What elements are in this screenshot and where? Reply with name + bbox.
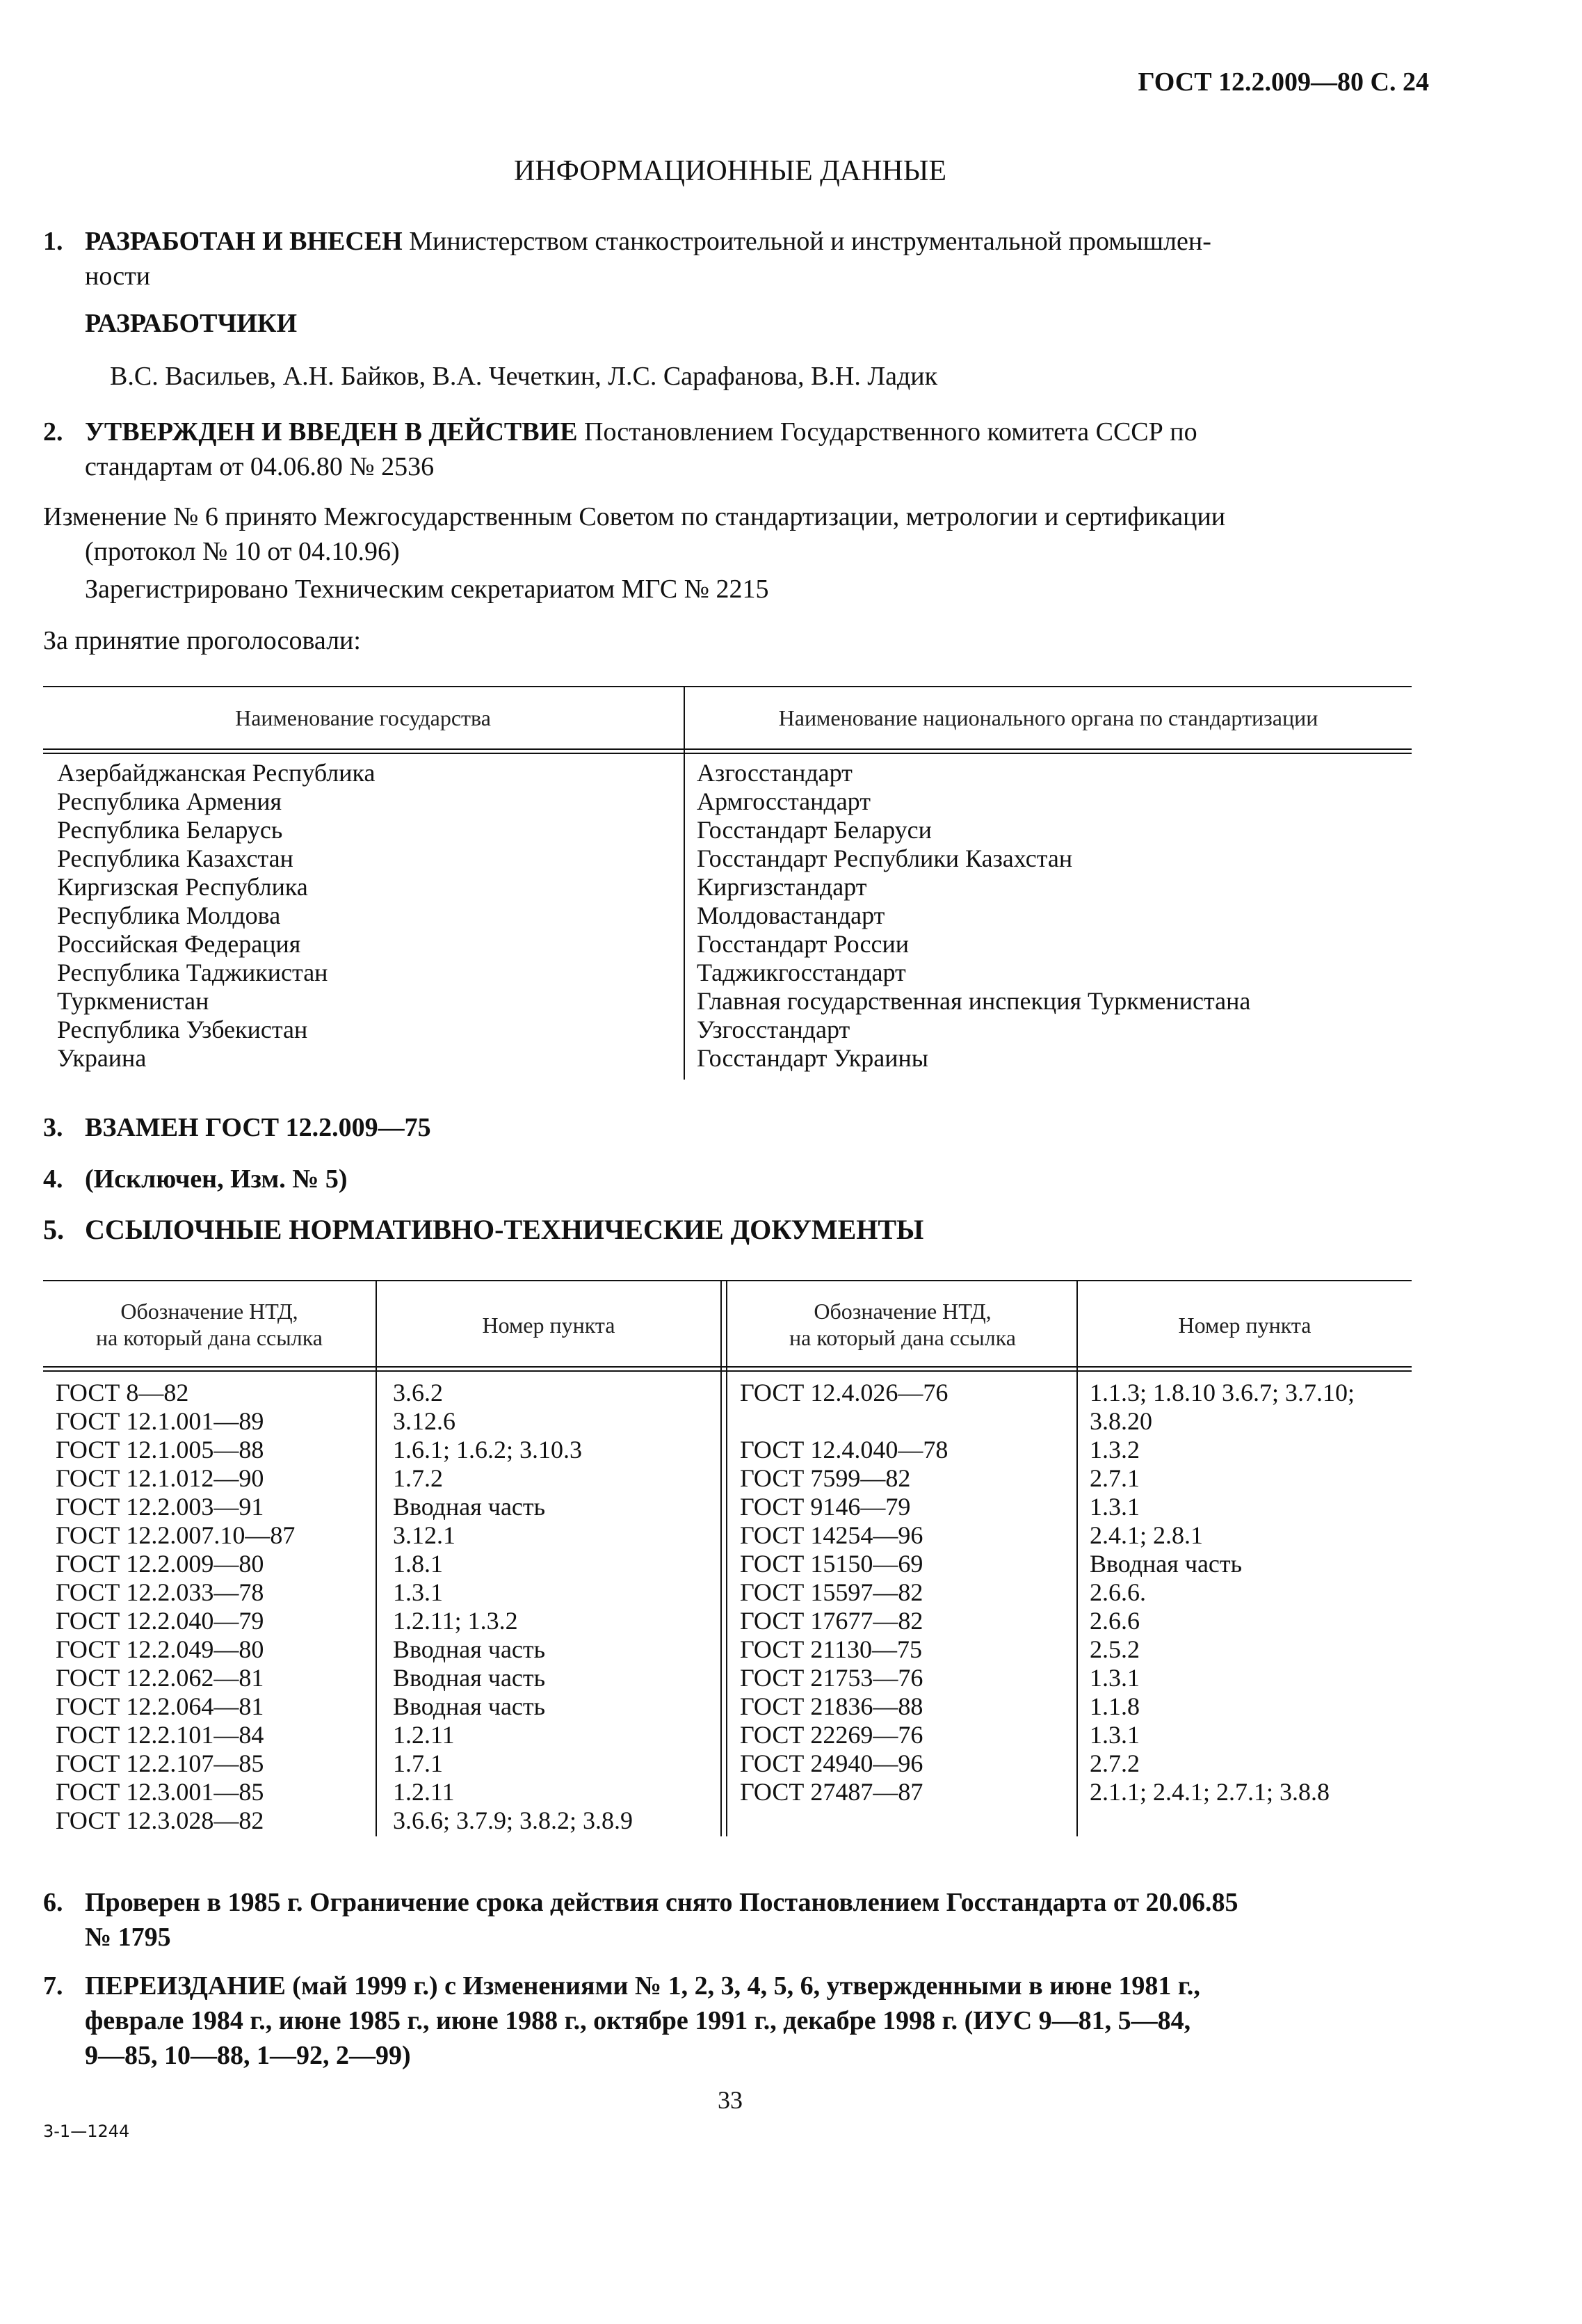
voted-label: За принятие проголосовали:	[43, 626, 361, 655]
ref-item-numbers: 2.6.6.	[1090, 1578, 1146, 1606]
item-7	[43, 1969, 1434, 2073]
state-name: Туркменистан	[57, 987, 209, 1015]
ref-doc: ГОСТ 8—82	[56, 1379, 189, 1407]
ref-doc: ГОСТ 9146—79	[740, 1493, 911, 1521]
ref-item-numbers: 1.3.1	[1090, 1493, 1140, 1521]
states-table-top-rule	[43, 686, 1412, 687]
states-table-header-rule-2	[43, 753, 1412, 754]
standard-reference: ГОСТ 12.2.009—80 С. 24	[1138, 67, 1429, 97]
refs-divider-3	[1076, 1280, 1078, 1836]
item-4	[43, 1162, 348, 1196]
refs-header-doc-left-l2: на который дана ссылка	[96, 1325, 323, 1350]
amendment-block	[43, 499, 1427, 607]
ref-doc: ГОСТ 21836—88	[740, 1692, 923, 1720]
ref-doc: ГОСТ 15150—69	[740, 1550, 923, 1578]
refs-left-docs-column	[56, 1379, 295, 1835]
ref-item-numbers: 1.8.1	[393, 1550, 443, 1578]
ref-doc: ГОСТ 12.2.040—79	[56, 1607, 264, 1635]
ref-item-numbers: 3.6.6; 3.7.9; 3.8.2; 3.8.9	[393, 1806, 633, 1834]
refs-table-header-rule-2	[43, 1370, 1412, 1372]
ref-item-numbers: 1.3.2	[1090, 1436, 1140, 1464]
item-3	[43, 1110, 431, 1145]
refs-divider-2a	[720, 1280, 722, 1836]
item-6-number: 6.	[43, 1888, 63, 1917]
ref-doc: ГОСТ 12.2.107—85	[56, 1749, 264, 1777]
standards-body-name: Армгосстандарт	[697, 787, 871, 815]
ref-doc: ГОСТ 12.2.101—84	[56, 1721, 264, 1749]
page-title: ИНФОРМАЦИОННЫЕ ДАННЫЕ	[513, 155, 947, 187]
refs-header-doc-right-l2: на который дана ссылка	[789, 1325, 1016, 1350]
ref-item-numbers: Вводная часть	[393, 1664, 546, 1692]
ref-item-numbers: 1.2.11	[393, 1778, 455, 1806]
states-header-body: Наименование национального органа по стандартизации	[778, 705, 1318, 730]
ref-doc: ГОСТ 14254—96	[740, 1521, 923, 1549]
states-table-divider	[684, 686, 685, 1080]
item-7-number: 7.	[43, 1971, 63, 2001]
ref-doc: ГОСТ 21130—75	[740, 1635, 923, 1663]
ref-item-numbers: 3.8.20	[1090, 1407, 1152, 1435]
item-4-number: 4.	[43, 1164, 63, 1194]
states-table-header-rule	[43, 748, 1412, 750]
ref-item-numbers: Вводная часть	[1090, 1550, 1243, 1578]
ref-item-numbers: 2.7.1	[1090, 1464, 1140, 1492]
amendment-registration: Зарегистрировано Техническим секретариатом МГС № 2215	[85, 575, 769, 604]
item-1-lead: РАЗРАБОТАН И ВНЕСЕН	[85, 227, 403, 256]
ref-doc: ГОСТ 12.2.049—80	[56, 1635, 264, 1663]
item-2-lead: УТВЕРЖДЕН И ВВЕДЕН В ДЕЙСТВИЕ	[85, 417, 578, 447]
item-7-line-1: ПЕРЕИЗДАНИЕ (май 1999 г.) с Изменениями № 1, 2, 3, 4, 5, 6, утвержденными в июне 1981 г.,	[85, 1971, 1200, 2001]
ref-item-numbers: 1.2.11; 1.3.2	[393, 1607, 518, 1635]
item-5	[43, 1212, 924, 1247]
refs-header-item-left: Номер пункта	[482, 1313, 615, 1338]
print-code: 3-1—1244	[43, 2122, 130, 2141]
refs-right-items-column	[1090, 1379, 1355, 1806]
ref-item-numbers: 1.3.1	[1090, 1664, 1140, 1692]
ref-doc: ГОСТ 22269—76	[740, 1721, 923, 1749]
refs-right-docs-column	[740, 1379, 948, 1806]
bodies-column	[697, 759, 1250, 1073]
state-name: Республика Таджикистан	[57, 959, 328, 986]
state-name: Украина	[57, 1044, 147, 1072]
ref-item-numbers: 2.6.6	[1090, 1607, 1140, 1635]
ref-doc: ГОСТ 15597—82	[740, 1578, 923, 1606]
standards-body-name: Узгосстандарт	[697, 1016, 850, 1043]
ref-doc: ГОСТ 12.2.033—78	[56, 1578, 264, 1606]
refs-table-header-rule	[43, 1366, 1412, 1368]
page-number: 33	[718, 2086, 743, 2114]
ref-doc: ГОСТ 7599—82	[740, 1464, 911, 1492]
ref-item-numbers: Вводная часть	[393, 1493, 546, 1521]
ref-doc: ГОСТ 12.2.007.10—87	[56, 1521, 296, 1549]
amendment-line: Изменение № 6 принято Межгосударственным Советом по стандартизации, метрологии и сертификации	[43, 502, 1226, 531]
item-2-number: 2.	[43, 417, 63, 447]
ref-item-numbers: 2.7.2	[1090, 1749, 1140, 1777]
item-6-line-1: Проверен в 1985 г. Ограничение срока действия снято Постановлением Госстандарта от 20.06.85	[85, 1888, 1238, 1917]
standards-body-name: Главная государственная инспекция Туркменистана	[697, 987, 1251, 1015]
state-name: Российская Федерация	[57, 930, 301, 958]
ref-item-numbers: 3.12.1	[393, 1521, 455, 1549]
states-header-state: Наименование государства	[235, 705, 491, 730]
ref-item-numbers: 1.3.1	[393, 1578, 443, 1606]
refs-header-doc-right	[729, 1298, 1076, 1351]
ref-doc: ГОСТ 21753—76	[740, 1664, 923, 1692]
ref-doc: ГОСТ 12.4.026—76	[740, 1379, 949, 1407]
item-3-number: 3.	[43, 1113, 63, 1142]
states-column	[57, 759, 375, 1073]
ref-item-numbers: 2.4.1; 2.8.1	[1090, 1521, 1204, 1549]
ref-doc: ГОСТ 12.2.064—81	[56, 1692, 264, 1720]
ref-item-numbers: 1.1.8	[1090, 1692, 1140, 1720]
state-name: Киргизская Республика	[57, 873, 308, 901]
ref-doc: ГОСТ 12.2.009—80	[56, 1550, 264, 1578]
standards-body-name: Киргизстандарт	[697, 873, 867, 901]
ref-item-numbers: 1.1.3; 1.8.10 3.6.7; 3.7.10;	[1090, 1379, 1355, 1407]
ref-doc: ГОСТ 12.1.001—89	[56, 1407, 264, 1435]
ref-item-numbers: 3.12.6	[393, 1407, 455, 1435]
ref-doc: ГОСТ 12.3.028—82	[56, 1806, 264, 1834]
ref-item-numbers: 1.7.2	[393, 1464, 443, 1492]
ref-item-numbers: 2.5.2	[1090, 1635, 1140, 1663]
item-2-text-cont: стандартам от 04.06.80 № 2536	[85, 452, 435, 481]
ref-item-numbers: Вводная часть	[393, 1692, 546, 1720]
standards-body-name: Госстандарт Украины	[697, 1044, 928, 1072]
ref-item-numbers: 2.1.1; 2.4.1; 2.7.1; 3.8.8	[1090, 1778, 1330, 1806]
ref-doc: ГОСТ 12.2.062—81	[56, 1664, 264, 1692]
ref-doc	[740, 1407, 948, 1436]
state-name: Республика Казахстан	[57, 844, 293, 872]
item-2-text: Постановлением Государственного комитета СССР по	[577, 417, 1197, 447]
ref-item-numbers: 1.2.11	[393, 1721, 455, 1749]
ref-doc: ГОСТ 12.1.005—88	[56, 1436, 264, 1464]
item-3-text: ВЗАМЕН ГОСТ 12.2.009—75	[85, 1113, 431, 1142]
refs-divider-1	[376, 1280, 377, 1836]
ref-doc: ГОСТ 12.4.040—78	[740, 1436, 949, 1464]
state-name: Азербайджанская Республика	[57, 759, 376, 787]
item-1-text-cont: ности	[85, 262, 151, 291]
developers-list: В.С. Васильев, А.Н. Байков, В.А. Чечеткин, Л.С. Сарафанова, В.Н. Ладик	[110, 362, 938, 391]
refs-left-items-column	[393, 1379, 633, 1835]
item-1-text: Министерством станкостроительной и инструментальной промышлен-	[402, 227, 1211, 256]
item-5-number: 5.	[43, 1214, 64, 1245]
ref-doc: ГОСТ 24940—96	[740, 1749, 923, 1777]
ref-item-numbers: Вводная часть	[393, 1635, 546, 1663]
state-name: Республика Узбекистан	[57, 1016, 308, 1043]
item-1-number: 1.	[43, 227, 63, 256]
refs-header-doc-right-l1: Обозначение НТД,	[814, 1299, 992, 1324]
standards-body-name: Госстандарт Беларуси	[697, 816, 932, 844]
standards-body-name: Молдовастандарт	[697, 901, 885, 929]
item-5-text: ССЫЛОЧНЫЕ НОРМАТИВНО-ТЕХНИЧЕСКИЕ ДОКУМЕНТЫ	[85, 1214, 924, 1245]
standards-body-name: Таджикгосстандарт	[697, 959, 906, 986]
standards-body-name: Госстандарт Республики Казахстан	[697, 844, 1073, 872]
refs-table-top-rule	[43, 1280, 1412, 1281]
ref-item-numbers: 1.6.1; 1.6.2; 3.10.3	[393, 1436, 583, 1464]
standards-body-name: Госстандарт России	[697, 930, 909, 958]
item-6	[43, 1885, 1434, 1955]
developers-label: РАЗРАБОТЧИКИ	[85, 309, 298, 338]
ref-item-numbers: 1.3.1	[1090, 1721, 1140, 1749]
state-name: Республика Беларусь	[57, 816, 283, 844]
refs-divider-2b	[726, 1280, 727, 1836]
ref-item-numbers: 1.7.1	[393, 1749, 443, 1777]
refs-header-doc-left	[43, 1298, 376, 1351]
item-4-text: (Исключен, Изм. № 5)	[85, 1164, 348, 1194]
item-7-line-2: феврале 1984 г., июне 1985 г., июне 1988 г., октябре 1991 г., декабре 1998 г. (ИУС 9—81, 5—84,	[85, 2006, 1191, 2035]
state-name: Республика Армения	[57, 787, 282, 815]
item-7-line-3: 9—85, 10—88, 1—92, 2—99)	[85, 2041, 411, 2070]
amendment-protocol: (протокол № 10 от 04.10.96)	[85, 537, 400, 566]
ref-item-numbers: 3.6.2	[393, 1379, 443, 1407]
ref-doc: ГОСТ 12.3.001—85	[56, 1778, 264, 1806]
state-name: Республика Молдова	[57, 901, 281, 929]
standards-body-name: Азгосстандарт	[697, 759, 853, 787]
item-6-line-2: № 1795	[85, 1923, 171, 1952]
refs-header-doc-left-l1: Обозначение НТД,	[120, 1299, 298, 1324]
item-1	[43, 224, 1427, 294]
ref-doc: ГОСТ 12.1.012—90	[56, 1464, 264, 1492]
ref-doc: ГОСТ 27487—87	[740, 1778, 923, 1806]
item-2	[43, 415, 1427, 484]
ref-doc: ГОСТ 12.2.003—91	[56, 1493, 264, 1521]
refs-header-item-right: Номер пункта	[1178, 1313, 1311, 1338]
ref-doc: ГОСТ 17677—82	[740, 1607, 923, 1635]
